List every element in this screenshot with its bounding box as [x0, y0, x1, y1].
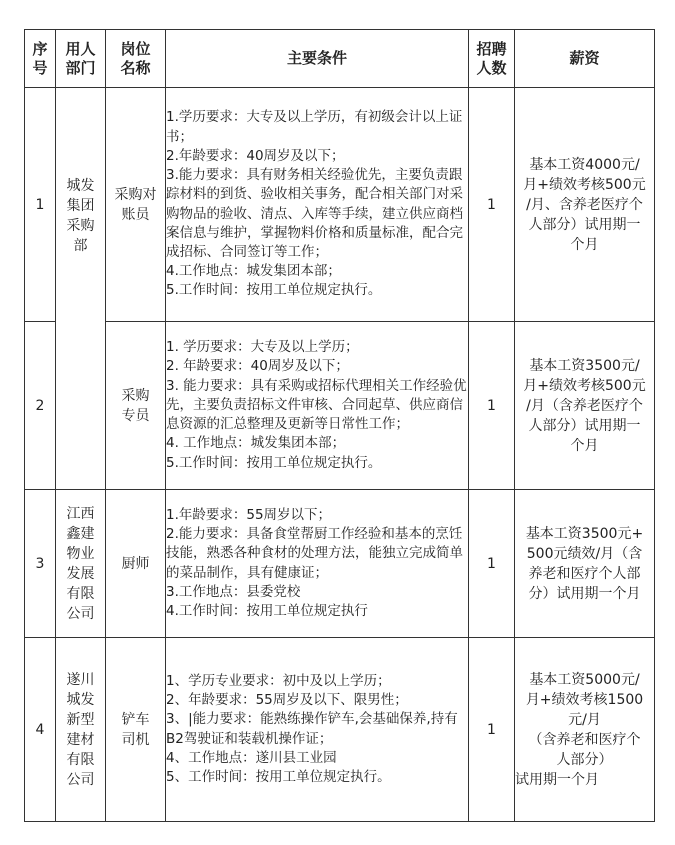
row-position: [106, 322, 166, 490]
row-no: 3: [25, 490, 56, 638]
row-no: 2: [25, 322, 56, 490]
req-line: 1.学历要求：大专及以上学历，有初级会计以上证书；: [166, 109, 463, 145]
req-line: 4.工作时间：按用工单位规定执行: [166, 602, 368, 619]
header-salary: 薪资: [515, 30, 655, 88]
row-salary: [515, 88, 655, 322]
salary-line: 基本工资5000元/: [529, 671, 640, 688]
salary-line: 月+绩效考核1500: [525, 691, 644, 708]
dept-text: 江西鑫建物业发展有限公司: [66, 505, 95, 622]
header-position: 岗位名称: [106, 30, 166, 88]
req-line: 4. 工作地点：城发集团本部；: [166, 435, 346, 452]
req-line: 3、|能力要求：能熟练操作铲车,会基础保养,持有B2驾驶证和装载机操作证；: [166, 711, 458, 747]
row-position: 厨师: [106, 490, 166, 638]
salary-line: /月（含养老医疗个: [526, 397, 643, 414]
table-row: [25, 88, 655, 322]
salary-line: 元/月: [568, 711, 601, 728]
req-line: 2、年龄要求：55周岁及以下、限男性；: [166, 692, 408, 709]
row-dept: [56, 490, 106, 638]
salary-line: 个月: [570, 236, 599, 253]
salary-line: 分）试用期一个月: [528, 585, 641, 602]
salary-line: 基本工资3500元+: [525, 525, 644, 542]
position-text: 采购专员: [121, 387, 150, 424]
salary-line: 人部分）试用期一: [528, 417, 641, 434]
position-text: 铲车司机: [121, 711, 150, 748]
header-row: [25, 30, 655, 88]
req-line: 2. 年龄要求：40周岁及以下；: [166, 358, 349, 375]
salary-line: 人部分）试用期一: [528, 216, 641, 233]
salary-line: 基本工资3500元/: [529, 357, 640, 374]
salary-line: 基本工资4000元/: [529, 156, 640, 173]
req-line: 1、学历专业要求：初中及以上学历；: [166, 672, 391, 689]
req-line: 5、工作时间：按用工单位规定执行。: [166, 768, 391, 785]
row-headcount: 1: [469, 490, 515, 638]
recruitment-table: [24, 29, 655, 822]
salary-line: 养老和医疗个人部: [528, 565, 641, 582]
row-requirements: [166, 490, 469, 638]
req-line: 3. 能力要求：具有采购或招标代理相关工作经验优先，主要负责招标文件审核、合同起草、供应商信息资源的汇总整理及更新等日常性工作；: [166, 377, 467, 433]
row-headcount: 1: [469, 88, 515, 322]
row-position: [106, 88, 166, 322]
table-row: [25, 490, 655, 638]
req-line: 5.工作时间：按用工单位规定执行。: [166, 282, 382, 299]
row-salary: [515, 490, 655, 638]
salary-line: 人部分）: [556, 751, 613, 768]
req-line: 2.年龄要求：40周岁及以下；: [166, 147, 345, 164]
req-line: 1. 学历要求：大专及以上学历；: [166, 339, 359, 356]
position-text: 采购对账员: [114, 186, 157, 223]
table-row: [25, 638, 655, 822]
req-line: 2.能力要求：具备食堂帮厨工作经验和基本的烹饪技能，熟悉各种食材的处理方法，能独立完成简单的菜品制作，具有健康证；: [166, 526, 463, 581]
row-requirements: [166, 638, 469, 822]
salary-line: （含养老和医疗个: [528, 731, 641, 748]
header-requirements: 主要条件: [166, 30, 469, 88]
dept-text: 城发集团采购部: [66, 178, 95, 254]
salary-line: 个月: [570, 437, 599, 454]
row-dept: [56, 638, 106, 822]
row-position: [106, 638, 166, 822]
row-headcount: 1: [469, 322, 515, 490]
header-dept: 用人部门: [56, 30, 106, 88]
row-dept: [56, 88, 106, 490]
salary-line: /月、含养老医疗个: [526, 196, 643, 213]
header-no: 序号: [25, 30, 56, 88]
req-line: 5.工作时间：按用工单位规定执行。: [166, 454, 382, 471]
req-line: 1.年龄要求：55周岁以下；: [166, 506, 332, 523]
row-headcount: 1: [469, 638, 515, 822]
req-line: 3.能力要求：具有财务相关经验优先，主要负责跟踪材料的到货、验收相关事务，配合相关部门对采购物品的验收、清点、入库等手续，建立供应商档案信息与维护，掌握物料价格和质量标准，配合完成招标、合同签订等工作；: [166, 167, 463, 260]
row-no: 1: [25, 88, 56, 322]
req-line: 4、工作地点：遂川县工业园: [166, 749, 337, 766]
row-requirements: [166, 322, 469, 490]
salary-line: 试用期一个月: [515, 771, 599, 788]
row-requirements: [166, 88, 469, 322]
table-row: [25, 322, 655, 490]
header-headcount: 招聘人数: [469, 30, 515, 88]
row-salary: [515, 638, 655, 822]
req-line: 3.工作地点：县委党校: [166, 583, 301, 600]
dept-text: 遂川城发新型建材有限公司: [66, 671, 95, 788]
salary-line: 月+绩效考核500元: [523, 176, 646, 193]
req-line: 4.工作地点：城发集团本部；: [166, 263, 341, 280]
row-salary: [515, 322, 655, 490]
row-no: 4: [25, 638, 56, 822]
salary-line: 月+绩效考核500元: [523, 377, 646, 394]
salary-line: 500元绩效/月（含: [526, 545, 643, 562]
